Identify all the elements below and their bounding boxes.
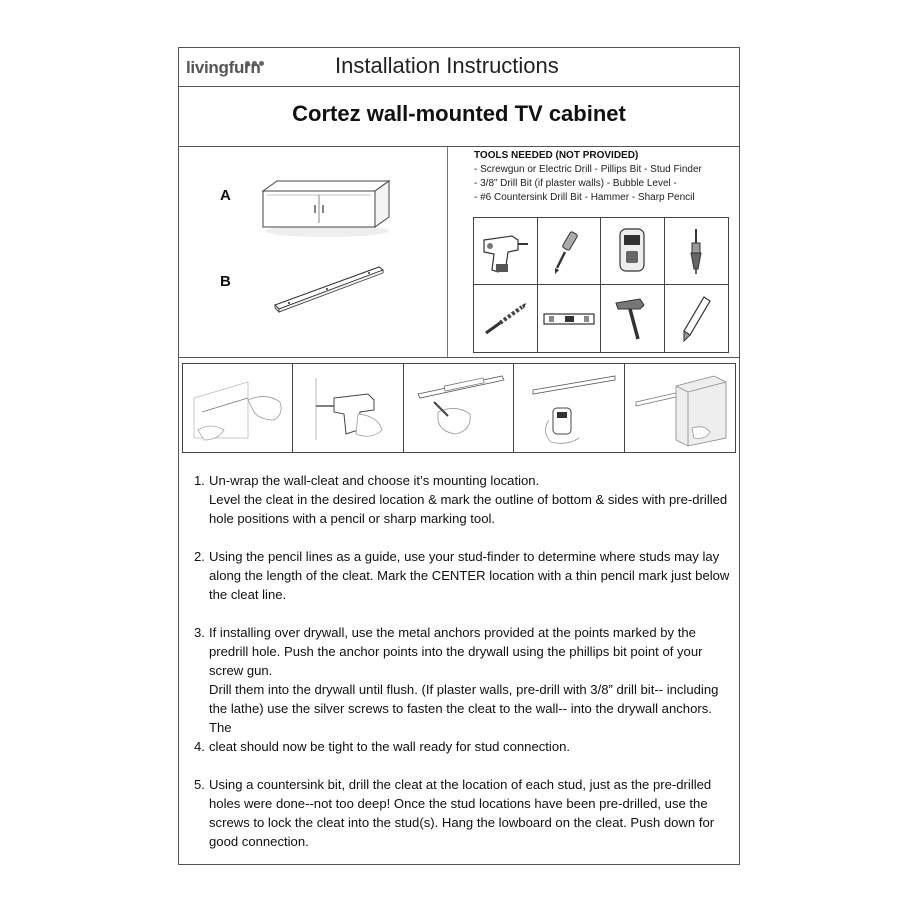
step-illustrations-strip — [182, 363, 736, 453]
step-line: predrill hole. Push the anchor points into the drywall using the phillips bit point of your — [209, 644, 703, 659]
step-line: cleat should now be tight to the wall ready for stud connection. — [209, 739, 571, 754]
step-number: 4. — [194, 739, 205, 754]
tools-line-3: - #6 Countersink Drill Bit - Hammer - Sharp Pencil — [474, 192, 695, 203]
step-number: 1. — [194, 473, 205, 488]
step-number: 2. — [194, 549, 205, 564]
step-line: hole positions with a pencil or sharp marking tool. — [209, 511, 496, 526]
part-label-b: B — [220, 273, 231, 290]
stud-finder-icon — [612, 225, 652, 277]
mark-wall-illustration — [188, 368, 288, 448]
step-line: Drill them into the drywall until flush. (If plaster walls, pre-drill with 3/8” drill bit-- including — [209, 682, 719, 697]
tool-cell-pencil — [665, 285, 729, 352]
step-line: Level the cleat in the desired location & mark the outline of bottom & sides with pre-drilled — [209, 492, 728, 507]
hang-cabinet-illustration — [630, 368, 730, 448]
step-line: good connection. — [209, 834, 309, 849]
bubble-level-icon — [541, 304, 597, 334]
step-line: Un-wrap the wall-cleat and choose it’s mounting location. — [209, 473, 540, 488]
tools-line-2: - 3/8” Drill Bit (if plaster walls) - Bubble Level - — [474, 178, 677, 189]
drill-icon — [478, 226, 532, 276]
wall-cleat-illustration — [271, 259, 391, 319]
instruction-step — [194, 623, 734, 737]
product-title: Cortez wall-mounted TV cabinet — [179, 86, 739, 147]
step-line: Using a countersink bit, drill the cleat at the location of each stud, just as the pre-drilled — [209, 777, 712, 792]
tools-line-1: - Screwgun or Electric Drill - Pillips Bit - Stud Finder — [474, 164, 702, 175]
instructions — [194, 471, 734, 851]
drill-anchor-illustration — [298, 368, 398, 448]
strip-cell-2 — [293, 364, 403, 452]
countersink-bit-icon — [681, 225, 711, 277]
tool-cell-hammer — [601, 285, 665, 352]
brand-logo: livingfurn — [186, 58, 261, 77]
step-number: 5. — [194, 777, 205, 792]
strip-cell-5 — [625, 364, 735, 452]
parts-panel — [179, 147, 448, 357]
level-cleat-illustration — [408, 368, 508, 448]
strip-cell-3 — [404, 364, 514, 452]
phillips-bit-icon — [549, 226, 589, 276]
step-line: screws to lock the cleat into the stud(s). Hang the lowboard on the cleat. Push down for — [209, 815, 715, 830]
tools-panel — [447, 147, 739, 357]
step-line: screw gun. — [209, 663, 273, 678]
sheet-header — [179, 48, 739, 87]
tool-cell-stud-finder — [601, 218, 665, 285]
step-line: along the length of the cleat. Mark the CENTER location with a thin pencil mark just below — [209, 568, 730, 583]
strip-cell-1 — [183, 364, 293, 452]
pencil-icon — [676, 293, 716, 345]
step-line: the cleat line. — [209, 587, 287, 602]
step-line: Using the pencil lines as a guide, use your stud-finder to determine where studs may lay — [209, 549, 720, 564]
step-line: the lathe) use the silver screws to fasten the cleat to the wall-- into the drywall anchors. — [209, 701, 712, 716]
document-title: Installation Instructions — [335, 53, 559, 78]
cabinet-illustration — [257, 171, 397, 241]
instruction-sheet — [178, 47, 740, 865]
tool-cell-bubble-level — [538, 285, 602, 352]
tools-grid — [473, 217, 729, 353]
instruction-step — [194, 737, 734, 756]
fasten-cleat-illustration — [519, 368, 619, 448]
step-line: The — [209, 720, 232, 735]
step-line: holes were done--not too deep! Once the stud locations have been pre-drilled, use the — [209, 796, 708, 811]
drill-bit-icon — [480, 299, 530, 339]
tool-cell-drill — [474, 218, 538, 285]
instruction-step — [194, 547, 734, 604]
instruction-step — [194, 471, 734, 528]
tools-title: TOOLS NEEDED (NOT PROVIDED) — [474, 150, 639, 161]
part-label-a: A — [220, 187, 231, 204]
step-number: 3. — [194, 625, 205, 640]
step-line: If installing over drywall, use the metal anchors provided at the points marked by the — [209, 625, 696, 640]
tool-cell-drill-bit — [474, 285, 538, 352]
section-divider — [179, 357, 739, 358]
hammer-icon — [610, 293, 654, 345]
tool-cell-phillips-bit — [538, 218, 602, 285]
strip-cell-4 — [514, 364, 624, 452]
instruction-step — [194, 775, 734, 851]
tool-cell-countersink-bit — [665, 218, 729, 285]
